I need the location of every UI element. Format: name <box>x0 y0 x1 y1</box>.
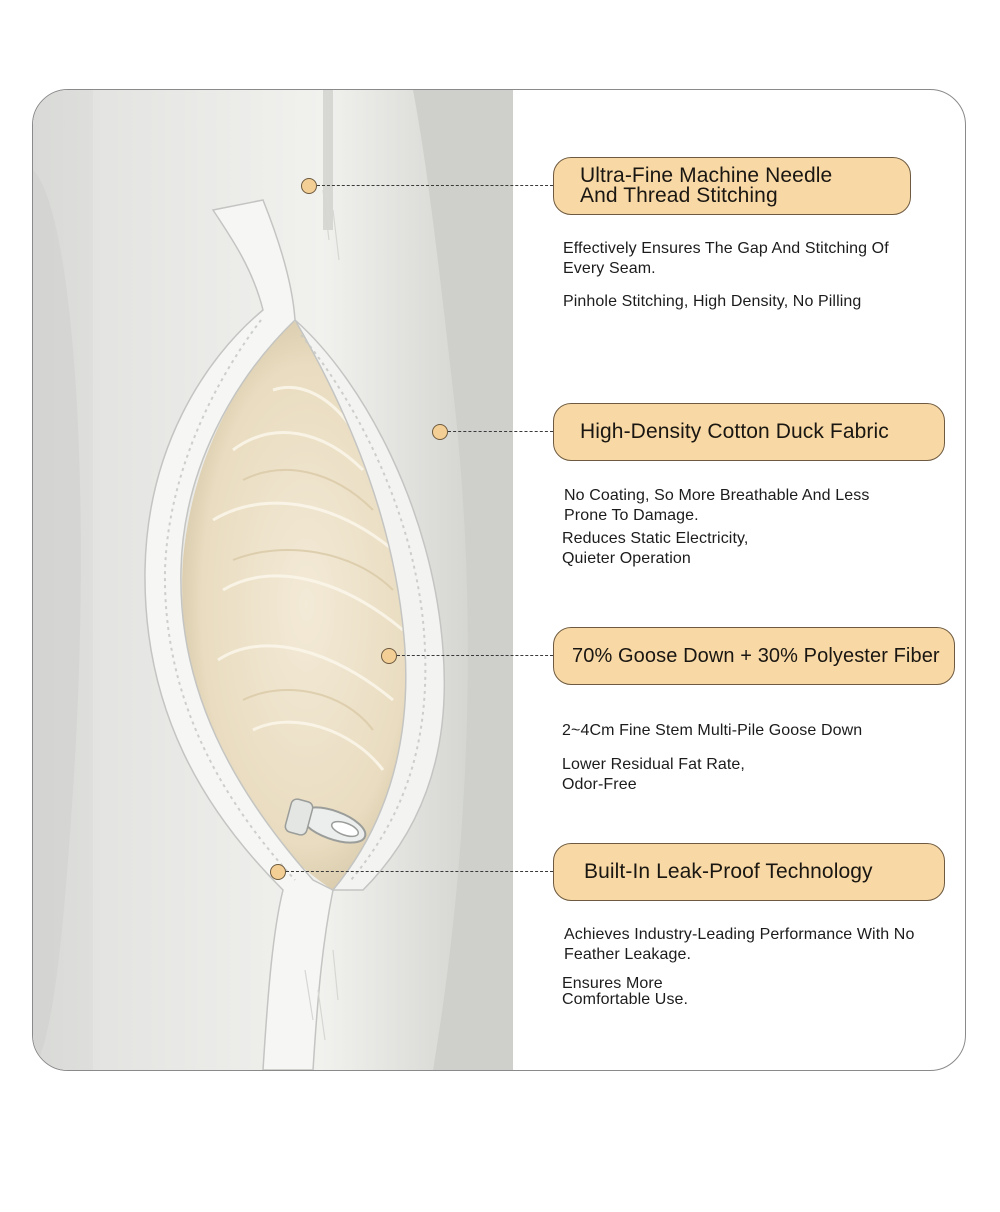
callout-1-dot <box>301 178 317 194</box>
callout-2-leader-line <box>448 431 553 432</box>
callout-4-detail-1: Achieves Industry-Leading Performance With No Feather Leakage. <box>564 926 915 963</box>
pillow-product-photo <box>33 90 513 1070</box>
callout-3-title-pill <box>553 627 955 685</box>
callout-4-dot <box>270 864 286 880</box>
callout-3-dot <box>381 648 397 664</box>
callout-1-leader-line <box>317 185 553 186</box>
pillow-zipper-illustration <box>33 90 513 1070</box>
callout-3-leader-line <box>397 655 553 656</box>
callout-1-title: Ultra-Fine Machine Needle And Thread Stitching <box>580 164 833 207</box>
callout-4-leader-line <box>286 871 553 872</box>
callout-3-detail-2: Lower Residual Fat Rate, Odor-Free <box>562 756 745 793</box>
callout-3-detail-1: 2~4Cm Fine Stem Multi-Pile Goose Down <box>562 722 863 739</box>
callout-1-detail-2: Pinhole Stitching, High Density, No Pilling <box>563 293 862 310</box>
callout-4-detail-2: Ensures More Comfortable Use. <box>562 975 689 1008</box>
callout-2-dot <box>432 424 448 440</box>
callout-2-detail-1: No Coating, So More Breathable And Less Prone To Damage. <box>564 487 870 524</box>
callout-3-title: 70% Goose Down + 30% Polyester Fiber <box>572 645 940 667</box>
callout-1-detail-1: Effectively Ensures The Gap And Stitching Of Every Seam. <box>563 240 889 277</box>
callout-2-title: High-Density Cotton Duck Fabric <box>580 420 889 443</box>
callout-4-title: Built-In Leak-Proof Technology <box>584 860 873 883</box>
infographic-frame <box>32 89 966 1071</box>
callout-2-title-pill <box>553 403 945 461</box>
callout-4-title-pill <box>553 843 945 901</box>
callout-1-title-pill <box>553 157 911 215</box>
callout-2-detail-2: Reduces Static Electricity, Quieter Operation <box>562 530 749 567</box>
